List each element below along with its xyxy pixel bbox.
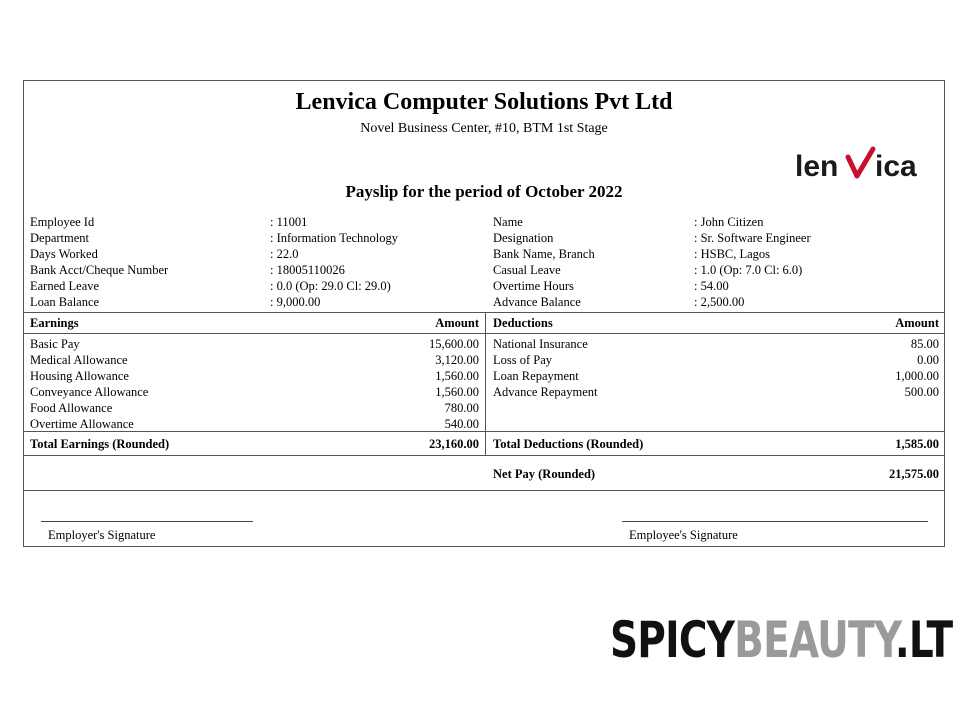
earning-item: Medical Allowance bbox=[30, 353, 128, 367]
deduction-items bbox=[493, 336, 597, 400]
info-label: Designation bbox=[493, 231, 554, 245]
info-value: : Sr. Software Engineer bbox=[694, 231, 811, 245]
total-deductions-value: 1,585.00 bbox=[895, 437, 939, 451]
svg-text:len: len bbox=[795, 150, 839, 183]
deduction-amount: 85.00 bbox=[910, 337, 939, 351]
info-value: : 22.0 bbox=[270, 247, 299, 261]
earning-amount: 540.00 bbox=[444, 417, 479, 431]
divider bbox=[24, 312, 944, 313]
earning-amount: 1,560.00 bbox=[435, 385, 479, 399]
earnings-header: Earnings bbox=[30, 316, 79, 330]
divider bbox=[24, 431, 944, 432]
info-value: : 9,000.00 bbox=[270, 295, 321, 309]
divider bbox=[24, 490, 944, 491]
earnings-amount-header: Amount bbox=[435, 316, 479, 330]
deductions-header: Deductions bbox=[493, 316, 553, 330]
deduction-amounts bbox=[824, 336, 939, 400]
deductions-amount-header: Amount bbox=[895, 316, 939, 330]
employee-info-right-values bbox=[694, 214, 811, 310]
earning-item: Overtime Allowance bbox=[30, 417, 134, 431]
info-label: Name bbox=[493, 215, 523, 229]
info-value: : 18005110026 bbox=[270, 263, 345, 277]
deduction-amount: 0.00 bbox=[917, 353, 939, 367]
total-earnings-label: Total Earnings (Rounded) bbox=[30, 437, 170, 451]
info-value: : John Citizen bbox=[694, 215, 764, 229]
earning-item: Housing Allowance bbox=[30, 369, 129, 383]
watermark-part: BEAUTY bbox=[734, 611, 895, 669]
earnings-amounts bbox=[364, 336, 479, 432]
info-value: : Information Technology bbox=[270, 231, 399, 245]
watermark bbox=[610, 612, 952, 668]
earning-item: Food Allowance bbox=[30, 401, 113, 415]
deduction-item: Loss of Pay bbox=[493, 353, 553, 367]
info-value: : 11001 bbox=[270, 215, 308, 229]
deduction-item: Loan Repayment bbox=[493, 369, 579, 383]
net-pay-value: 21,575.00 bbox=[889, 467, 939, 481]
watermark-part: .LT bbox=[894, 611, 953, 669]
info-value: : 2,500.00 bbox=[694, 295, 745, 309]
earning-item: Conveyance Allowance bbox=[30, 385, 149, 399]
employer-signature-label: Employer's Signature bbox=[48, 528, 156, 542]
deduction-item: National Insurance bbox=[493, 337, 588, 351]
info-value: : 0.0 (Op: 29.0 Cl: 29.0) bbox=[270, 279, 391, 293]
deduction-amount: 500.00 bbox=[904, 385, 939, 399]
info-label: Days Worked bbox=[30, 247, 98, 261]
earning-item: Basic Pay bbox=[30, 337, 80, 351]
employee-signature-label: Employee's Signature bbox=[629, 528, 738, 542]
employee-signature-line bbox=[622, 521, 928, 522]
net-pay-label: Net Pay (Rounded) bbox=[493, 467, 596, 481]
earning-amount: 1,560.00 bbox=[435, 369, 479, 383]
svg-text:ica: ica bbox=[875, 150, 917, 183]
watermark-part: SPICY bbox=[610, 611, 735, 669]
info-label: Advance Balance bbox=[493, 295, 581, 309]
info-label: Bank Name, Branch bbox=[493, 247, 595, 261]
employee-info-right-labels bbox=[493, 214, 595, 310]
info-label: Casual Leave bbox=[493, 263, 561, 277]
info-label: Bank Acct/Cheque Number bbox=[30, 263, 169, 277]
total-deductions-label: Total Deductions (Rounded) bbox=[493, 437, 644, 451]
company-name: Lenvica Computer Solutions Pvt Ltd bbox=[295, 89, 673, 115]
earning-amount: 3,120.00 bbox=[435, 353, 479, 367]
info-label: Earned Leave bbox=[30, 279, 100, 293]
info-value: : HSBC, Lagos bbox=[694, 247, 771, 261]
divider bbox=[24, 333, 944, 334]
payslip bbox=[23, 80, 945, 547]
total-earnings-value: 23,160.00 bbox=[429, 437, 479, 451]
employee-info-left-labels bbox=[30, 214, 168, 310]
earnings-items bbox=[30, 336, 148, 432]
earning-amount: 15,600.00 bbox=[429, 337, 479, 351]
info-value: : 1.0 (Op: 7.0 Cl: 6.0) bbox=[694, 263, 803, 277]
earning-amount: 780.00 bbox=[444, 401, 479, 415]
info-label: Loan Balance bbox=[30, 295, 100, 309]
deduction-item: Advance Repayment bbox=[493, 385, 598, 399]
info-label: Department bbox=[30, 231, 90, 245]
employer-signature-line bbox=[41, 521, 253, 522]
deduction-amount: 1,000.00 bbox=[895, 369, 939, 383]
company-logo bbox=[795, 143, 940, 183]
info-value: : 54.00 bbox=[694, 279, 729, 293]
company-address: Novel Business Center, #10, BTM 1st Stage bbox=[360, 121, 608, 136]
column-divider bbox=[485, 431, 486, 455]
column-divider bbox=[485, 312, 486, 431]
divider bbox=[24, 455, 944, 456]
payslip-period-title: Payslip for the period of October 2022 bbox=[345, 182, 623, 201]
info-label: Employee Id bbox=[30, 215, 95, 229]
employee-info-left-values bbox=[270, 214, 398, 310]
info-label: Overtime Hours bbox=[493, 279, 574, 293]
